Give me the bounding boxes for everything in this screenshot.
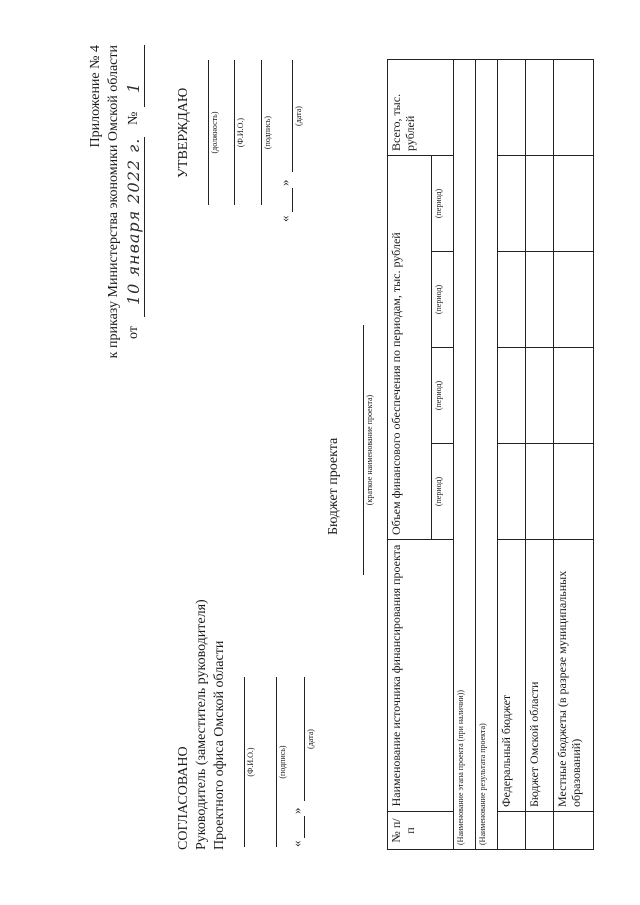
agreed-date-close-quote: »: [289, 807, 304, 814]
approve-month-line: [292, 60, 293, 172]
appendix-from-label: от: [126, 326, 141, 339]
approve-name-line: [234, 60, 235, 205]
row-value: [526, 444, 554, 540]
order-date-handwritten: 10 января 2022 г.: [124, 137, 143, 305]
order-number-handwritten: 1: [124, 81, 143, 93]
row-total: [526, 59, 554, 155]
row-value: [526, 155, 554, 251]
period-cell: (период): [432, 155, 454, 251]
approve-date-close-quote: »: [277, 179, 292, 186]
table-row: [554, 59, 594, 849]
row-source: Федеральный бюджет: [498, 540, 526, 812]
agreed-name-caption: (Ф.И.О.): [246, 747, 255, 777]
approve-signature-caption: (подпись): [263, 115, 272, 150]
period-cell: (период): [432, 252, 454, 348]
appendix-number-label: №: [126, 111, 141, 125]
header-number: № п/п: [388, 812, 454, 850]
approve-date-caption: (дата): [294, 106, 303, 126]
agreed-line-2: Проектного офиса Омской области: [212, 640, 227, 850]
stage-row-label: (Наименование этапа проекта (при наличии)): [454, 59, 476, 849]
stage-row: [454, 59, 476, 849]
table-row: [498, 59, 526, 849]
row-number: [526, 812, 554, 850]
row-value: [498, 348, 526, 444]
agreed-signature-line: [276, 677, 277, 847]
header-source: Наименование источника финансирования проекта: [388, 540, 454, 812]
agreed-name-line: [244, 677, 245, 847]
approve-position-line: [208, 60, 209, 205]
period-cell: (период): [432, 444, 454, 540]
row-source: Местные бюджеты (в разрезе муниципальных образований): [554, 540, 594, 812]
approve-date-open-quote: «: [277, 215, 292, 222]
agreed-title: СОГЛАСОВАНО: [176, 746, 191, 850]
result-row-label: (Наименование результата проекта): [476, 59, 498, 849]
agreed-date-caption: (дата): [306, 729, 315, 749]
row-value: [526, 348, 554, 444]
row-value: [554, 444, 594, 540]
row-source: Бюджет Омской области: [526, 540, 554, 812]
row-value: [498, 444, 526, 540]
agreed-day-line: [304, 816, 305, 838]
period-cell: (период): [432, 348, 454, 444]
agreed-line-1: Руководитель (заместитель руководителя): [194, 599, 209, 850]
agreed-date-open-quote: «: [289, 840, 304, 847]
appendix-order: к приказу Министерства экономики Омской области: [106, 45, 121, 359]
header-volume: Объем финансового обеспечения по периодам, тыс. рублей: [388, 155, 432, 539]
appendix-number: Приложение № 4: [88, 45, 103, 148]
approve-position-caption: (должность): [210, 111, 219, 154]
result-row: [476, 59, 498, 849]
row-value: [554, 155, 594, 251]
document-title: Бюджет проекта: [326, 437, 341, 535]
table-header-row: [388, 59, 432, 849]
row-value: [498, 252, 526, 348]
row-value: [498, 155, 526, 251]
project-name-caption: (краткое наименование проекта): [365, 394, 374, 506]
agreed-month-line: [304, 677, 305, 801]
approve-day-line: [292, 188, 293, 212]
project-name-line: [363, 325, 364, 575]
budget-table: [387, 59, 594, 850]
row-number: [498, 812, 526, 850]
date-underline: [144, 137, 145, 317]
table-row: [526, 59, 554, 849]
row-total: [554, 59, 594, 155]
number-underline: [144, 45, 145, 107]
row-value: [526, 252, 554, 348]
row-value: [554, 252, 594, 348]
approve-title: УТВЕРЖДАЮ: [176, 87, 191, 178]
approve-signature-line: [261, 60, 262, 205]
agreed-signature-caption: (подпись): [278, 745, 287, 779]
row-value: [554, 348, 594, 444]
row-number: [554, 812, 594, 850]
approve-name-caption: (Ф.И.О.): [236, 117, 245, 148]
header-total: Всего, тыс. рублей: [388, 59, 454, 155]
row-total: [498, 59, 526, 155]
